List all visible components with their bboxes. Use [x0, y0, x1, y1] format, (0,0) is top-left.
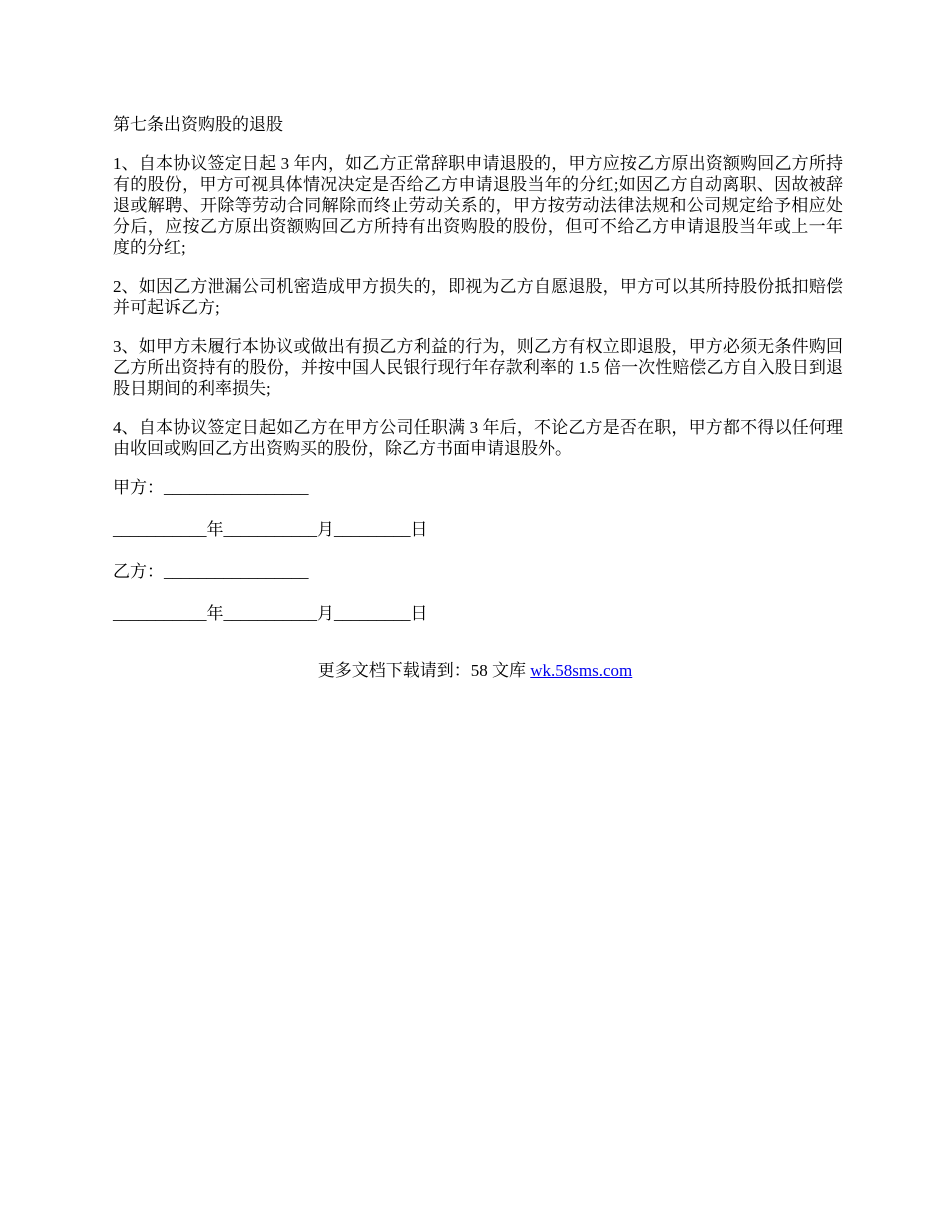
party-b-date: ___________年___________月_________日 — [113, 604, 428, 623]
footer-link[interactable]: wk.58sms.com — [530, 661, 633, 680]
clause-paragraph-3: 3、如甲方未履行本协议或做出有损乙方利益的行为，则乙方有权立即退股，甲方必须无条件购回乙方所出资持有的股份，并按中国人民银行现行年存款利率的 1.5 倍一次性赔偿乙方自入股日到退股日期间的利率损失; — [113, 337, 843, 398]
section-heading: 第七条出资购股的退股 — [113, 115, 283, 134]
clause-paragraph-2: 2、如因乙方泄漏公司机密造成甲方损失的，即视为乙方自愿退股，甲方可以其所持股份抵扣赔偿并可起诉乙方; — [113, 277, 843, 317]
party-a-date: ___________年___________月_________日 — [113, 520, 428, 539]
party-b-signature: 乙方：_________________ — [113, 562, 309, 581]
footer-text: 更多文档下载请到：58 文库 — [317, 661, 531, 680]
document-body — [113, 114, 843, 645]
clause-paragraph-1: 1、自本协议签定日起 3 年内，如乙方正常辞职申请退股的，甲方应按乙方原出资额购回乙方所持有的股份，甲方可视具体情况决定是否给乙方申请退股当年的分红;如因乙方自动离职、因故被辞退或解聘、开除等劳动合同解除而终止劳动关系的，甲方按劳动法律法规和公司规定给予相应处分后，应按乙方原出资额购回乙方所持有出资购股的股份，但可不给乙方申请退股当年或上一年度的分红; — [113, 154, 843, 257]
party-a-signature: 甲方：_________________ — [113, 478, 309, 497]
download-footer — [0, 660, 950, 682]
clause-paragraph-4: 4、自本协议签定日起如乙方在甲方公司任职满 3 年后，不论乙方是否在职，甲方都不得以任何理由收回或购回乙方出资购买的股份，除乙方书面申请退股外。 — [113, 418, 843, 458]
